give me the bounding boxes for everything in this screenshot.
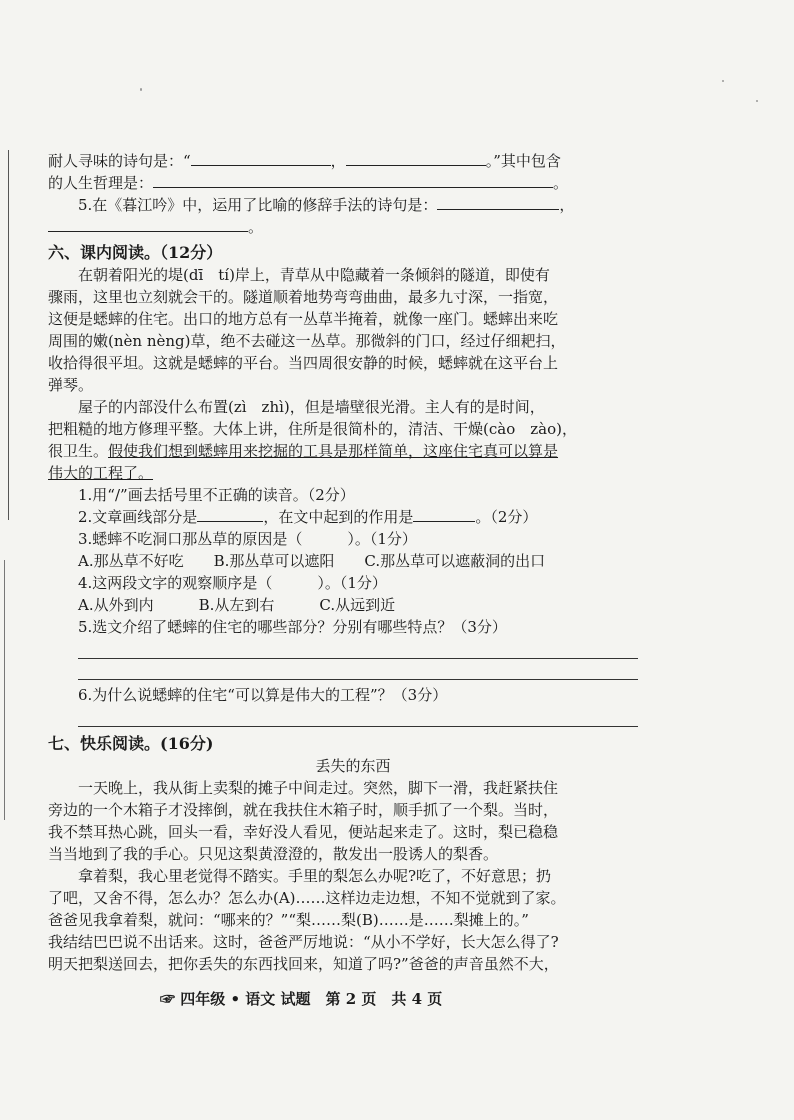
passage-title: 丢失的东西 bbox=[315, 757, 391, 775]
page-content bbox=[48, 150, 618, 975]
scan-speck bbox=[756, 100, 758, 102]
scan-speck bbox=[722, 80, 724, 82]
answer-line[interactable] bbox=[78, 706, 638, 727]
page-footer: ☞ 四年级 • 语文 试题 第 2 页 共 4 页 bbox=[160, 990, 443, 1008]
question-line: 5.选文介绍了蟋蟀的住宅的哪些部分？分别有哪些特点？（3分） bbox=[78, 618, 507, 636]
answer-blank[interactable] bbox=[153, 173, 553, 188]
passage-line: 明天把梨送回去，把你丢失的东西找回来，知道了吗?”爸爸的声音虽然不大， bbox=[48, 955, 559, 973]
answer-blank[interactable] bbox=[413, 507, 475, 522]
passage-line: 很卫生。假使我们想到蟋蟀用来挖掘的工具是那样简单，这座住宅真可以算是 bbox=[48, 442, 559, 460]
question-line: 的人生哲理是： 。 bbox=[48, 174, 569, 192]
question-line: 1.用“/”画去括号里不正确的读音。（2分） bbox=[78, 486, 355, 504]
passage-line: 屋子的内部没什么布置(zì zhì)，但是墙壁很光滑。主人有的是时间， bbox=[78, 398, 545, 416]
binding-margin-line bbox=[4, 560, 5, 820]
question-line: 5.在《暮江吟》中，运用了比喻的修辞手法的诗句是： ， bbox=[78, 196, 575, 214]
section-heading: 七、快乐阅读。(16分) bbox=[48, 734, 214, 753]
underlined-text: 假使我们想到蟋蟀用来挖掘的工具是那样简单，这座住宅真可以算是 bbox=[108, 442, 559, 460]
passage-line: 这便是蟋蟀的住宅。出口的地方总有一丛草半掩着，就像一座门。蟋蟀出来吃 bbox=[48, 310, 559, 328]
passage-line: 周围的嫩(nèn nèng)草，绝不去碰这一丛草。那微斜的门口，经过仔细耙扫， bbox=[48, 332, 566, 350]
passage-line: 当当地到了我的手心。只见这梨黄澄澄的，散发出一股诱人的梨香。 bbox=[48, 845, 499, 863]
question-line: 4.这两段文字的观察顺序是（ ）。（1分） bbox=[78, 574, 387, 592]
answer-blank[interactable] bbox=[437, 195, 559, 210]
binding-margin-line bbox=[8, 150, 9, 520]
underlined-text: 伟大的工程了。 bbox=[48, 464, 154, 482]
passage-line: 把粗糙的地方修理平整。大体上讲，住所是很简朴的，清洁、干燥(cào zào)， bbox=[48, 420, 577, 438]
question-line: 2.文章画线部分是 ，在文中起到的作用是 。（2分） bbox=[78, 508, 538, 526]
passage-line: 在朝着阳光的堤(dī tí)岸上，青草从中隐藏着一条倾斜的隧道，即使有 bbox=[78, 266, 550, 284]
passage-line: 我结结巴巴说不出话来。这时，爸爸严厉地说：“从小不学好，长大怎么得了? bbox=[48, 933, 559, 951]
question-line: 3.蟋蟀不吃洞口那丛草的原因是（ ）。（1分） bbox=[78, 530, 417, 548]
answer-blank[interactable] bbox=[191, 151, 331, 166]
answer-blank[interactable] bbox=[197, 507, 263, 522]
section-heading: 六、课内阅读。（12分） bbox=[48, 243, 223, 262]
passage-line: 了吧，又舍不得，怎么办？怎么办(A)……这样边走边想，不知不觉就到了家。 bbox=[48, 889, 566, 907]
passage-line: 一天晚上，我从街上卖梨的摊子中间走过。突然，脚下一滑，我赶紧扶住 bbox=[78, 779, 559, 797]
question-line: 。 bbox=[48, 216, 618, 238]
answer-line[interactable] bbox=[78, 659, 638, 680]
passage-line: 我不禁耳热心跳，回头一看，幸好没人看见，便站起来走了。这时，梨已稳稳 bbox=[48, 823, 559, 841]
question-line: 耐人寻味的诗句是：“ ， 。”其中包含 bbox=[48, 152, 561, 170]
passage-line: 骤雨，这里也立刻就会干的。隧道顺着地势弯弯曲曲，最多九寸深，一指宽， bbox=[48, 288, 559, 306]
answer-line[interactable] bbox=[78, 638, 638, 659]
answer-blank[interactable] bbox=[48, 217, 248, 232]
passage-line: 拿着梨，我心里老觉得不踏实。手里的梨怎么办呢?吃了，不好意思；扔 bbox=[78, 867, 552, 885]
answer-blank[interactable] bbox=[346, 151, 486, 166]
passage-line bbox=[48, 462, 618, 484]
passage-line: 爸爸见我拿着梨，就问：“哪来的？”“梨……梨(B)……是……梨摊上的。” bbox=[48, 911, 529, 929]
options-line: A.那丛草不好吃 B.那丛草可以遮阳 C.那丛草可以遮蔽洞的出口 bbox=[78, 552, 546, 570]
passage-line: 弹琴。 bbox=[48, 376, 94, 394]
options-line: A.从外到内 B.从左到右 C.从远到近 bbox=[78, 596, 396, 614]
question-line: 6.为什么说蟋蟀的住宅“可以算是伟大的工程”？（3分） bbox=[78, 686, 448, 704]
scan-speck bbox=[140, 88, 142, 91]
passage-line: 旁边的一个木箱子才没摔倒，就在我扶住木箱子时，顺手抓了一个梨。当时， bbox=[48, 801, 559, 819]
passage-line: 收拾得很平坦。这就是蟋蟀的平台。当四周很安静的时候，蟋蟀就在这平台上 bbox=[48, 354, 559, 372]
